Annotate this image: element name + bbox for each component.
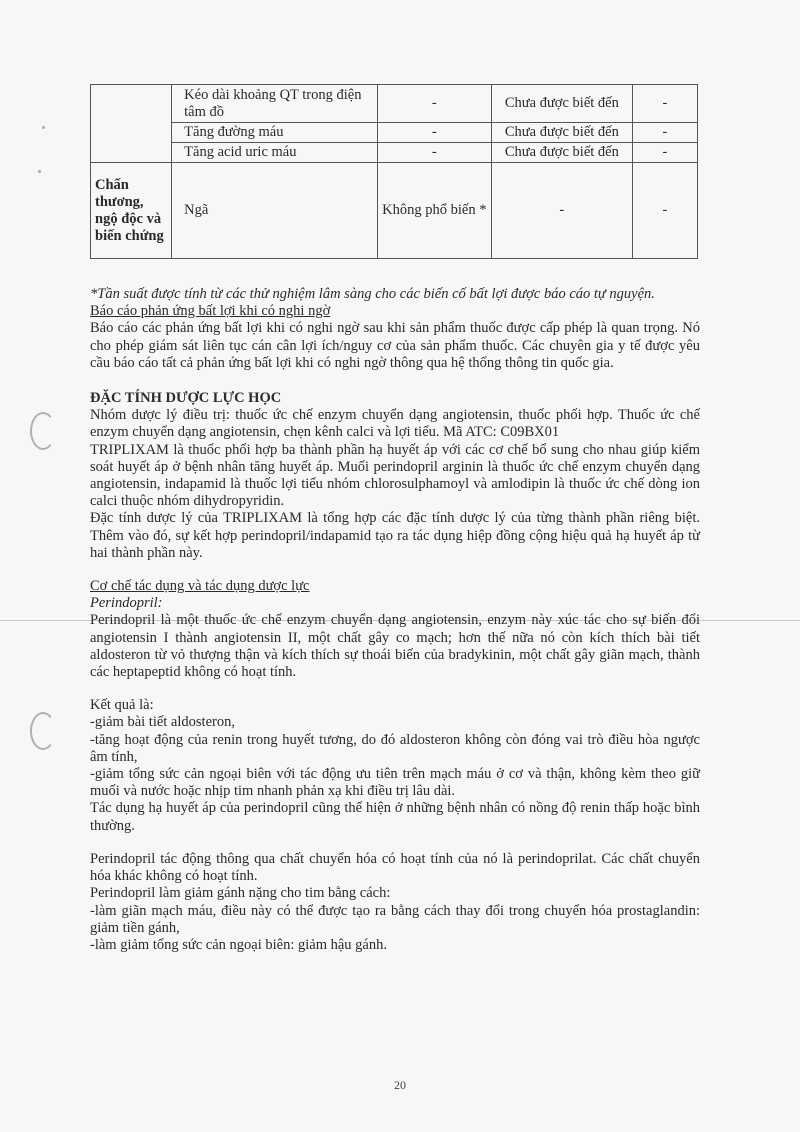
table-cell-frequency: - [377,143,491,163]
paragraph: Đặc tính dược lý của TRIPLIXAM là tổng hợp các đặc tính dược lý của từng thành phần riêng biệt. Thêm vào đó, sự kết hợp perindopril/indapamid tạo ra tác dụng hiệp đồng cộng hiệu quả hạ huyết áp từ hai thành phần này. [90,510,700,561]
table-cell-frequency: Không phổ biến * [377,163,491,259]
punch-hole-bottom [30,712,56,750]
table-cell-frequency: Chưa được biết đến [491,143,632,163]
paragraph: Tác dụng hạ huyết áp của perindopril cũng thể hiện ở những bệnh nhân có nồng độ renin thấp hoặc bình thường. [90,800,700,834]
scan-speck [38,170,41,173]
page-number: 20 [394,1078,406,1092]
table-cell-frequency: - [491,163,632,259]
punch-hole-top [30,412,56,450]
paragraph: TRIPLIXAM là thuốc phối hợp ba thành phần hạ huyết áp với các cơ chế bổ sung cho nhau giúp kiểm soát huyết áp ở bệnh nhân tăng huyết áp. Muối perindopril arginin là thuốc ức chế enzym chuyển dạng angiotensin, indapamid là thuốc lợi tiểu nhóm chlorosulphamoyl và amlodipin là thuốc ức chế dòng ion calci thuộc nhóm dihydropyridin. [90,441,700,510]
drug-label: Perindopril: [90,595,163,612]
table-cell-frequency: - [632,85,697,123]
scan-speck [42,126,45,129]
table-cell-effect: Tăng đường máu [172,123,378,143]
table-cell-effect: Ngã [172,163,378,259]
table-cell-frequency: - [632,143,697,163]
table-row [91,123,698,143]
paragraph: Báo cáo các phản ứng bất lợi khi có nghi ngờ sau khi sản phẩm thuốc được cấp phép là quan trọng. Nó cho phép giám sát liên tục cán cân lợi ích/nguy cơ của sản phẩm thuốc. Các chuyên gia y tế được yêu cầu báo cáo tất cả phản ứng bất lợi khi có nghi ngờ thông qua hệ thống thông tin quốc gia. [90,320,700,371]
paragraph: Kết quả là: [90,697,154,714]
list-item: -giảm bài tiết aldosteron, [90,714,235,731]
table-cell-frequency: - [377,85,491,123]
table-cell-category: Chấn thương, ngộ độc và biến chứng [91,163,172,259]
table-cell-effect: Tăng acid uric máu [172,143,378,163]
table-row [91,163,698,259]
list-item: -giảm tổng sức cản ngoại biên với tác động ưu tiên trên mạch máu ở cơ và thận, không kèm theo giữ muối và nước hoặc nhịp tim nhanh phản xạ khi điều trị lâu dài. [90,766,700,800]
list-item: -làm giãn mạch máu, điều này có thể được tạo ra bằng cách thay đổi trong chuyển hóa prostaglandin: giảm tiền gánh, [90,902,700,936]
table-cell-effect: Kéo dài khoảng QT trong điện tâm đồ [172,85,378,123]
table-cell-frequency: - [632,163,697,259]
table-cell-frequency: - [632,123,697,143]
list-item: -làm giảm tổng sức cản ngoại biên: giảm hậu gánh. [90,936,387,953]
table-cell-frequency: - [377,123,491,143]
paragraph: Nhóm dược lý điều trị: thuốc ức chế enzym chuyển dạng angiotensin, thuốc phối hợp. Thuốc ức chế enzym chuyển dạng angiotensin, chẹn kênh calci và lợi tiểu. Mã ATC: C09BX01 [90,407,700,441]
table-row [91,85,698,123]
table-cell-category [91,85,172,163]
list-item: -tăng hoạt động của renin trong huyết tương, do đó aldosteron không còn đóng vai trò điều hòa ngược âm tính, [90,731,700,765]
adverse-effects-table [90,84,698,259]
paragraph: Perindopril là một thuốc ức chế enzym chuyển dạng angiotensin, enzym này xúc tác cho sự biến đổi angiotensin I thành angiotensin II, một chất gây co mạch; hơn thế nữa nó còn kích thích bài tiết aldosteron từ vỏ thượng thận và kích thích sự thoái biến của bradykinin, một chất gây giãn mạch, thành các heptapeptid không có hoạt tính. [90,612,700,681]
table-row [91,143,698,163]
table-cell-frequency: Chưa được biết đến [491,85,632,123]
section-subtitle: Báo cáo phản ứng bất lợi khi có nghi ngờ [90,303,331,320]
document-body [90,286,700,954]
table-cell-frequency: Chưa được biết đến [491,123,632,143]
section-subtitle: Cơ chế tác dụng và tác dụng dược lực [90,578,310,595]
paragraph: Perindopril làm giảm gánh nặng cho tim bằng cách: [90,885,391,902]
section-heading: ĐẶC TÍNH DƯỢC LỰC HỌC [90,390,282,407]
paragraph: Perindopril tác động thông qua chất chuyển hóa có hoạt tính của nó là perindoprilat. Các chất chuyển hóa khác không có hoạt tính. [90,850,700,885]
table-footnote: *Tần suất được tính từ các thử nghiệm lâm sàng cho các biến cố bất lợi được báo cáo tự nguyện. [90,286,655,302]
